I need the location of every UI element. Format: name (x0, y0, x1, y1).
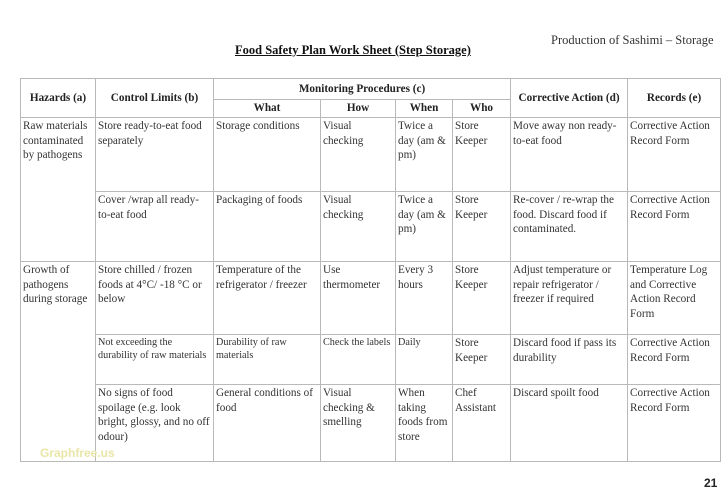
column-header-what: What (214, 100, 321, 118)
table-row (21, 262, 721, 335)
what-cell: General conditions of food (214, 385, 321, 462)
when-cell: When taking foods from store (396, 385, 453, 462)
what-cell: Temperature of the refrigerator / freezer (214, 262, 321, 335)
what-cell: Packaging of foods (214, 192, 321, 262)
column-header-how: How (321, 100, 396, 118)
record-cell: Corrective Action Record Form (628, 118, 721, 192)
table-row (21, 192, 721, 262)
who-cell: Store Keeper (453, 335, 511, 385)
food-safety-table (20, 78, 721, 462)
watermark (40, 446, 115, 460)
control-limit-cell: Store chilled / frozen foods at 4°C/ -18 °C or below (96, 262, 214, 335)
document-header: Production of Sashimi – Storage (551, 33, 714, 47)
record-cell: Corrective Action Record Form (628, 335, 721, 385)
page-number: 21 (704, 476, 718, 490)
when-cell: Twice a day (am & pm) (396, 118, 453, 192)
control-limit-cell: No signs of food spoilage (e.g. look bright, glossy, and no off odour) (96, 385, 214, 462)
how-cell: Visual checking (321, 192, 396, 262)
table-row (21, 335, 721, 385)
corrective-action-cell: Move away non ready-to-eat food (511, 118, 628, 192)
how-cell: Visual checking & smelling (321, 385, 396, 462)
page-title: Food Safety Plan Work Sheet (Step Storage) (235, 43, 471, 57)
column-header-hazards: Hazards (a) (21, 79, 96, 118)
hazard-cell: Growth of pathogens during storage (21, 262, 96, 462)
column-header-who: Who (453, 100, 511, 118)
who-cell: Chef Assistant (453, 385, 511, 462)
corrective-action-cell: Discard spoilt food (511, 385, 628, 462)
what-cell: Storage conditions (214, 118, 321, 192)
corrective-action-cell: Re-cover / re-wrap the food. Discard food if contaminated. (511, 192, 628, 262)
hazard-cell: Raw materials contaminated by pathogens (21, 118, 96, 262)
record-cell: Temperature Log and Corrective Action Record Form (628, 262, 721, 335)
control-limit-cell: Store ready-to-eat food separately (96, 118, 214, 192)
column-header-when: When (396, 100, 453, 118)
table-row (21, 118, 721, 192)
column-header-records: Records (e) (628, 79, 721, 118)
when-cell: Every 3 hours (396, 262, 453, 335)
who-cell: Store Keeper (453, 262, 511, 335)
column-header-corrective: Corrective Action (d) (511, 79, 628, 118)
record-cell: Corrective Action Record Form (628, 385, 721, 462)
column-header-control-limits: Control Limits (b) (96, 79, 214, 118)
table-row (21, 385, 721, 462)
column-header-monitoring: Monitoring Procedures (c) (214, 79, 511, 100)
control-limit-cell: Cover /wrap all ready-to-eat food (96, 192, 214, 262)
control-limit-cell: Not exceeding the durability of raw materials (96, 335, 214, 385)
corrective-action-cell: Adjust temperature or repair refrigerator / freezer if required (511, 262, 628, 335)
how-cell: Visual checking (321, 118, 396, 192)
watermark-text: Graphfree.us (40, 446, 115, 460)
when-cell: Daily (396, 335, 453, 385)
record-cell: Corrective Action Record Form (628, 192, 721, 262)
how-cell: Check the labels (321, 335, 396, 385)
how-cell: Use thermometer (321, 262, 396, 335)
when-cell: Twice a day (am & pm) (396, 192, 453, 262)
what-cell: Durability of raw materials (214, 335, 321, 385)
corrective-action-cell: Discard food if pass its durability (511, 335, 628, 385)
who-cell: Store Keeper (453, 192, 511, 262)
table-header-row (21, 79, 721, 100)
who-cell: Store Keeper (453, 118, 511, 192)
